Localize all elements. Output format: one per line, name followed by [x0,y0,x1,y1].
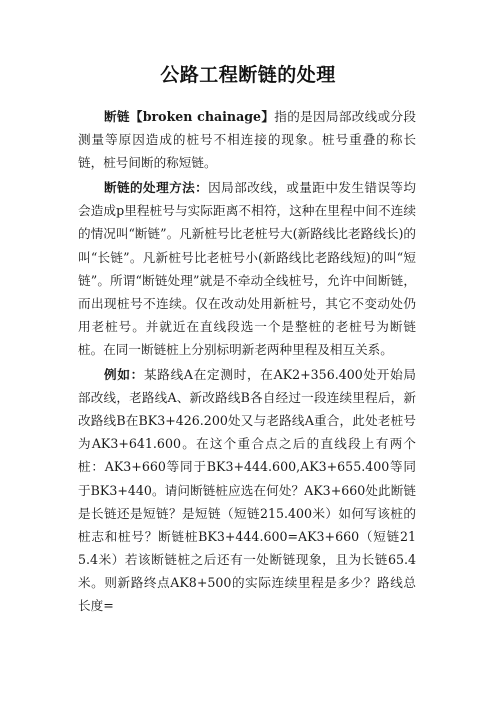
paragraph-example [78,363,416,617]
paragraph-text: 指的是因局部改线或分段测量等原因造成的桩号不相连接的现象。桩号重叠的称长链，桩号间断的称短链。 [78,109,416,171]
document-title: 公路工程断链的处理 [160,64,336,86]
paragraph-method [78,176,416,361]
paragraph-text: 某路线A在定测时，在AK2+356.400处开始局部改线，老路线A、新改路线B各自经过一段连续里程后，新改路线B在BK3+426.200处又与老路线A重合，此处老桩号为AK3+641.600。在这个重合点之后的直线段上有两个桩：AK3+660等同于BK3+444.600,AK3+655.400等同于BK3+440。请问断链桩应选在何处？AK3+660处此断链是长链还是短链？是短链（短链215.400米）如何写该桩的桩志和桩号？断链桩BK3+444.600=AK3+660（短链215.4米）若该断链桩之后还有一处断链现象，且为长链65.4米。则新路终点AK8+500的实际连续里程是多少？路线总长度= [78,367,417,613]
paragraph-label: 断链【broken chainage】 [104,109,275,124]
paragraph-label: 例如： [104,367,144,383]
paragraph-text: 因局部改线，或量距中发生错误等均会造成p里程桩号与实际距离不相符，这种在里程中间不连续的情况叫“断链”。凡新桩号比老桩号大(新路线比老路线长)的叫“长链”。凡新桩号比老桩号小(新路线比老路线短)的叫“短链”。所谓“断链处理”就是不牵动全线桩号，允许中间断链，而出现桩号不连续。仅在改动处用新桩号，其它不变动处仍用老桩号。并就近在直线段选一个是整桩的老桩号为断链桩。在同一断链桩上分别标明新老两种里程及相互关系。 [78,180,417,357]
paragraph-definition [78,105,416,174]
paragraph-label: 断链的处理方法： [104,180,209,196]
document-body [78,105,416,619]
